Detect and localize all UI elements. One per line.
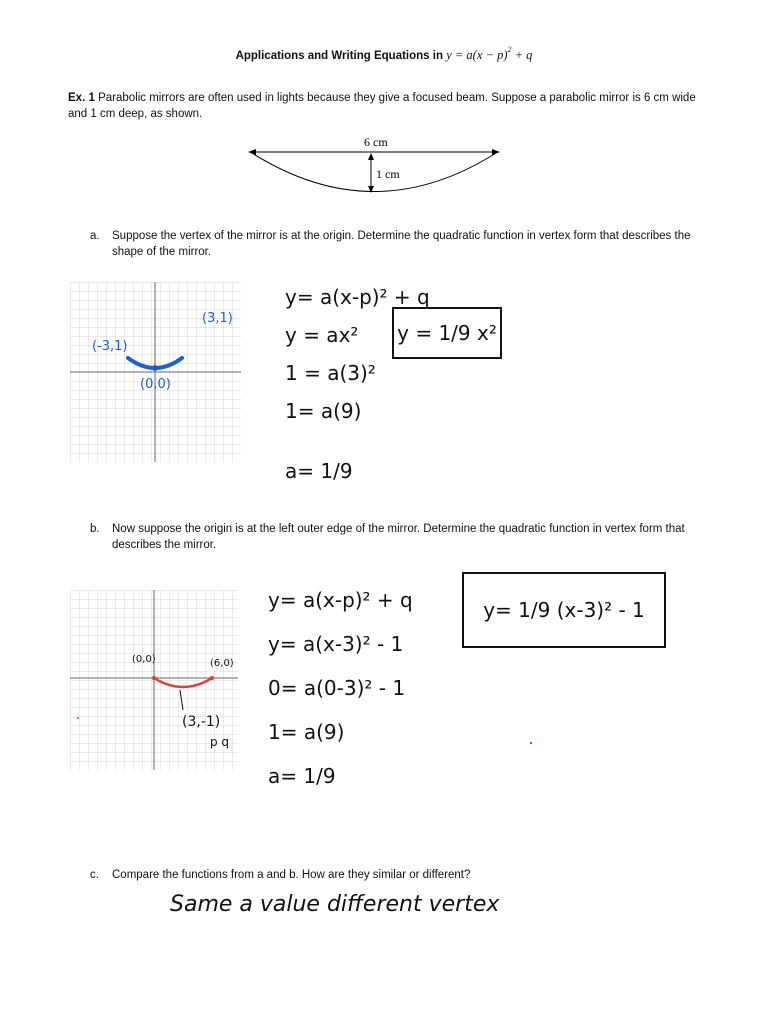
part-b-graph (70, 590, 240, 772)
part-b-right-point-label: (6,0) (210, 658, 234, 669)
part-a-work-line: y = ax² (285, 323, 359, 347)
part-b-answer: y= 1/9 (x-3)² - 1 (483, 598, 645, 622)
part-c-question (90, 867, 700, 885)
part-b-vertex-note: p q (210, 735, 230, 749)
part-a-work-line: a= 1/9 (285, 459, 353, 483)
width-arrow-left-head (248, 149, 256, 155)
part-b-letter: b. (90, 523, 100, 535)
part-b-text: Now suppose the origin is at the left outer edge of the mirror. Determine the quadratic function in vertex form that describes the mirror. (112, 523, 685, 551)
title-equation-exponent: 2 (507, 45, 512, 54)
part-a-work-line: 1= a(9) (285, 399, 362, 423)
part-a-question (90, 228, 700, 262)
title-prefix: Applications and Writing Equations in (235, 50, 447, 62)
part-b-right-point (210, 676, 214, 680)
part-b-left-point (152, 676, 156, 680)
part-a-work-line: 1 = a(3)² (285, 361, 376, 385)
part-a-answer-box (392, 307, 502, 359)
stray-mark (530, 742, 532, 744)
part-a-vertex-point (152, 365, 158, 371)
part-a-work-line: y= a(x-p)² + q (285, 285, 430, 309)
part-b-work (268, 578, 413, 798)
title-equation-tail: + q (511, 48, 533, 62)
depth-label: 1 cm (376, 167, 400, 181)
part-b-work-line: y= a(x-p)² + q (268, 588, 413, 612)
part-a-left-point-label: (-3,1) (92, 339, 128, 354)
part-a-answer: y = 1/9 x² (397, 321, 497, 345)
example-text: Parabolic mirrors are often used in lights because they give a focused beam. Suppose a parabolic mirror is 6 cm wide and 1 cm deep, as shown. (68, 92, 696, 120)
mirror-curve (252, 153, 496, 192)
mirror-diagram (240, 130, 520, 210)
part-a-vertex-label: (0,0) (140, 377, 171, 392)
part-b-work-line: 0= a(0-3)² - 1 (268, 676, 406, 700)
part-b-work-line: a= 1/9 (268, 764, 336, 788)
part-b-question (90, 521, 700, 555)
example-statement (68, 90, 708, 122)
part-c-text: Compare the functions from a and b. How are they similar or different? (112, 869, 471, 881)
title-equation (446, 45, 533, 62)
width-arrow-right-head (492, 149, 500, 155)
part-c-letter: c. (90, 869, 99, 881)
example-label: Ex. 1 (68, 92, 95, 104)
width-label: 6 cm (364, 135, 388, 149)
depth-arrow-top-head (368, 153, 374, 160)
part-b-vertex-label: (3,-1) (182, 714, 221, 730)
part-a-graph (70, 282, 242, 464)
part-b-work-line: 1= a(9) (268, 720, 345, 744)
title-equation-main: y = a(x − p) (446, 48, 508, 62)
stray-mark (77, 717, 79, 719)
part-b-work-line: y= a(x-3)² - 1 (268, 632, 404, 656)
part-a-letter: a. (90, 230, 100, 242)
page-title (0, 45, 768, 63)
part-b-answer-box (462, 572, 666, 648)
part-c-answer: Same a value different vertex (170, 892, 500, 917)
part-a-text: Suppose the vertex of the mirror is at the origin. Determine the quadratic function in vertex form that describes the shape of the mirror. (112, 230, 691, 258)
part-a-right-point-label: (3,1) (202, 311, 233, 326)
part-b-left-point-label: (0,0) (132, 654, 156, 665)
